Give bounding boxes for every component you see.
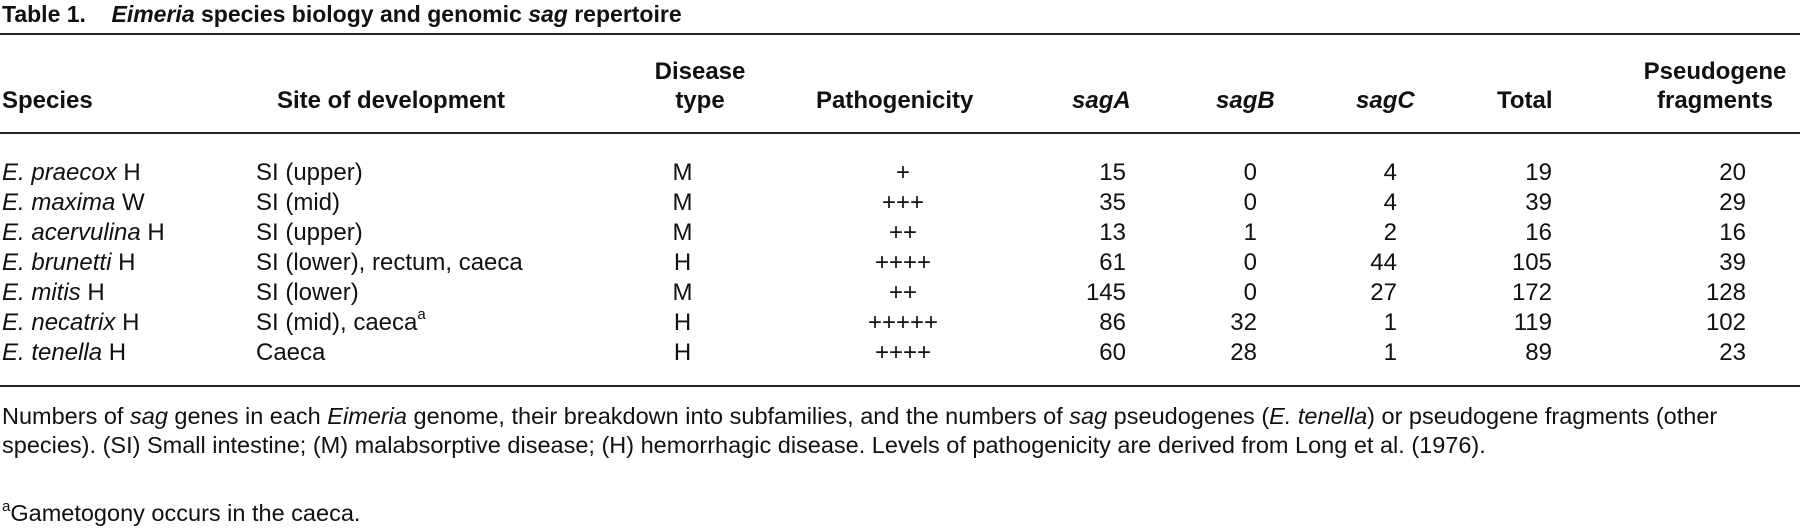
header-disease-type (620, 57, 780, 115)
table-title-genus: Eimeria (111, 1, 195, 27)
species-cell (2, 248, 135, 278)
species-host: H (118, 249, 136, 276)
header-sagC: sagC (1356, 87, 1415, 114)
footnote-italic: sag (1069, 403, 1108, 429)
footnote-text: genome, their breakdown into subfamilies, and the numbers of (406, 403, 1070, 429)
header-sagB: sagB (1216, 87, 1275, 114)
site-text: SI (mid) (256, 189, 340, 216)
disease-cell: H (673, 309, 692, 336)
header-species: Species (2, 87, 93, 114)
pathogenicity-cell: +++ (881, 189, 925, 216)
site-cell (256, 338, 325, 368)
sagA-cell: 86 (1099, 309, 1126, 336)
pseudogene-cell: 23 (1719, 339, 1746, 366)
species-name: E. praecox (2, 159, 117, 186)
total-cell: 119 (1513, 309, 1552, 336)
species-cell (2, 338, 126, 368)
disease-cell: M (672, 159, 693, 186)
footnote-a-text: Gametogony occurs in the caeca. (10, 500, 361, 526)
species-cell (2, 218, 165, 248)
pathogenicity-cell: ++ (888, 219, 918, 246)
pseudogene-cell: 29 (1719, 189, 1746, 216)
site-text: SI (lower) (256, 279, 359, 306)
site-cell (256, 188, 340, 218)
species-name: E. tenella (2, 339, 103, 366)
sagC-cell: 4 (1383, 159, 1397, 186)
sagA-cell: 13 (1099, 219, 1126, 246)
table-row (0, 308, 1800, 338)
sagB-cell: 28 (1230, 339, 1257, 366)
header-rule (0, 132, 1800, 134)
site-text: SI (lower), rectum, caeca (256, 249, 523, 276)
header-disease-line1: Disease (654, 58, 746, 85)
total-cell: 19 (1525, 159, 1552, 186)
table-title-end: repertoire (567, 1, 682, 27)
total-cell: 89 (1525, 339, 1552, 366)
header-pseudogene (1630, 57, 1800, 115)
pseudogene-cell: 20 (1719, 159, 1746, 186)
species-name: E. brunetti (2, 249, 112, 276)
species-cell (2, 308, 139, 338)
sagC-cell: 27 (1370, 279, 1397, 306)
site-text: SI (upper) (256, 159, 363, 186)
sagC-cell: 1 (1383, 309, 1397, 336)
footnote-italic: Eimeria (327, 403, 407, 429)
species-host: H (122, 309, 140, 336)
sagA-cell: 145 (1085, 279, 1126, 306)
sagA-cell: 35 (1099, 189, 1126, 216)
site-footnote-mark: a (417, 306, 426, 323)
table-title-mid: species biology and genomic (194, 1, 529, 27)
table-row (0, 248, 1800, 278)
disease-cell: H (673, 339, 692, 366)
sagB-cell: 0 (1243, 249, 1257, 276)
header-disease-line2: type (675, 87, 725, 114)
table-row (0, 188, 1800, 218)
header-pseudo-line1: Pseudogene (1643, 58, 1787, 85)
total-cell: 39 (1525, 189, 1552, 216)
top-rule (0, 33, 1800, 35)
pathogenicity-cell: +++++ (867, 309, 939, 336)
header-sagA: sagA (1072, 87, 1131, 114)
disease-cell: M (672, 279, 693, 306)
species-host: H (87, 279, 105, 306)
pathogenicity-cell: ++++ (874, 249, 932, 276)
site-text: SI (upper) (256, 219, 363, 246)
site-cell (256, 248, 523, 278)
header-pseudo-line2: fragments (1656, 87, 1774, 114)
site-cell (256, 218, 363, 248)
footnote-italic: E. tenella (1269, 403, 1368, 429)
sagB-cell: 0 (1243, 159, 1257, 186)
footnote-text: ) or pseudogene fragments (other species). (SI) Small intestine; (M) malabsorptive disease; (H) hemorrhagic disease. Levels of pathogenicity are derived from Long et al. (1976). (2, 403, 1718, 458)
table-title (2, 0, 682, 28)
table-row (0, 338, 1800, 368)
pseudogene-cell: 16 (1719, 219, 1746, 246)
sagC-cell: 44 (1370, 249, 1397, 276)
sagA-cell: 61 (1099, 249, 1126, 276)
site-text: Caeca (256, 339, 326, 366)
header-total: Total (1497, 87, 1553, 114)
species-name: E. maxima (2, 189, 116, 216)
species-host: W (122, 189, 145, 216)
total-cell: 105 (1511, 249, 1552, 276)
pseudogene-cell: 128 (1705, 279, 1746, 306)
sagC-cell: 4 (1383, 189, 1397, 216)
site-text: SI (mid), caeca (256, 309, 418, 336)
footnote-text: Numbers of (2, 403, 130, 429)
footnote-a-mark: a (2, 498, 11, 516)
table-row (0, 158, 1800, 188)
total-cell: 16 (1525, 219, 1552, 246)
species-name: E. acervulina (2, 219, 141, 246)
species-host: H (108, 339, 127, 366)
sagB-cell: 0 (1243, 189, 1257, 216)
sagB-cell: 32 (1230, 309, 1257, 336)
pseudogene-cell: 102 (1705, 309, 1746, 336)
site-cell (256, 308, 426, 338)
species-name: E. necatrix (2, 309, 116, 336)
disease-cell: M (672, 189, 693, 216)
footnote-italic: sag (130, 403, 168, 429)
header-site: Site of development (277, 87, 506, 114)
total-cell: 172 (1511, 279, 1552, 306)
species-host: H (123, 159, 141, 186)
footnote-text: genes in each (167, 403, 328, 429)
pseudogene-cell: 39 (1719, 249, 1746, 276)
table-label: Table 1. (2, 1, 86, 27)
sagC-cell: 1 (1383, 339, 1397, 366)
pathogenicity-cell: ++ (888, 279, 918, 306)
sagA-cell: 15 (1099, 159, 1126, 186)
table-title-sag: sag (528, 1, 568, 27)
species-cell (2, 158, 141, 188)
species-cell (2, 188, 145, 218)
species-cell (2, 278, 105, 308)
site-cell (256, 158, 363, 188)
sagB-cell: 1 (1243, 219, 1257, 246)
table-row (0, 218, 1800, 248)
table-row (0, 278, 1800, 308)
table-footnote (2, 402, 1798, 460)
species-host: H (147, 219, 165, 246)
site-cell (256, 278, 359, 308)
bottom-rule (0, 385, 1800, 387)
pathogenicity-cell: + (895, 159, 910, 186)
footnote-text: pseudogenes ( (1107, 403, 1270, 429)
sagC-cell: 2 (1383, 219, 1397, 246)
sagB-cell: 0 (1243, 279, 1257, 306)
pathogenicity-cell: ++++ (874, 339, 932, 366)
header-pathogenicity: Pathogenicity (816, 87, 974, 114)
disease-cell: H (673, 249, 692, 276)
footnote-a (2, 499, 1798, 528)
species-name: E. mitis (2, 279, 81, 306)
sagA-cell: 60 (1099, 339, 1126, 366)
disease-cell: M (672, 219, 693, 246)
